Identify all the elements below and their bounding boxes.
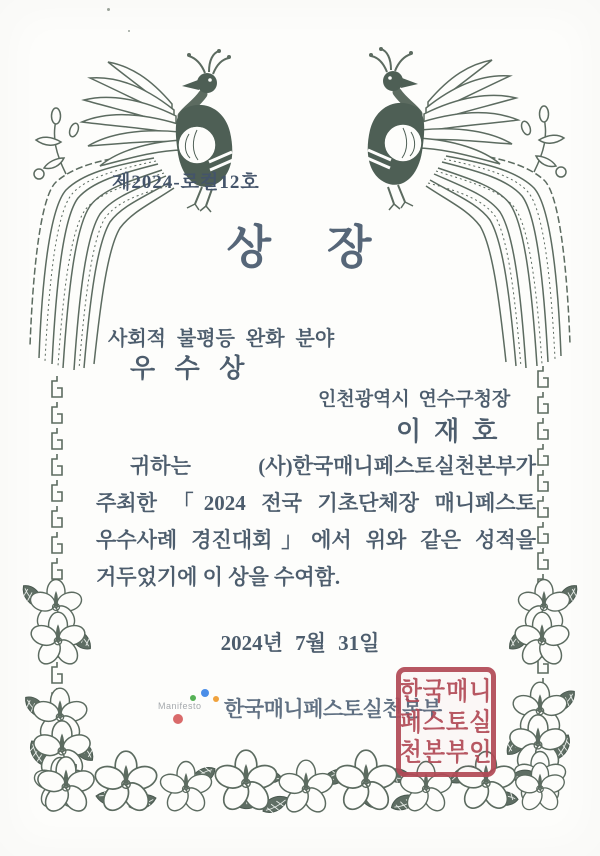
seal-row: 한국매니 — [399, 677, 493, 705]
logo-dot-orange-icon — [213, 696, 219, 702]
seal-row: 페스토실 — [399, 708, 493, 736]
certificate-number: 제2024-로컬12호 — [112, 172, 260, 193]
body-line: 거두었기에 이 상을 수여함. — [96, 565, 341, 589]
logo-dot-blue-icon — [201, 689, 209, 697]
manifesto-logo — [156, 686, 220, 728]
seal-row: 천본부인 — [399, 739, 493, 767]
body-line: 주최한 「2024 전국 기초단체장 매니페스토 — [96, 491, 536, 515]
award-date: 2024년 7월 31일 — [220, 631, 380, 655]
certificate-body — [96, 448, 536, 596]
recipient-name: 이 재 호 — [396, 417, 498, 446]
scan-speck — [128, 30, 130, 32]
logo-dot-red-icon — [173, 714, 183, 724]
issuer-organization-name: 한국매니페스토실천본부 — [224, 698, 442, 721]
recipient-title: 인천광역시 연수구청장 — [318, 389, 511, 410]
body-line: 우수사례 경진대회」에서 위와 같은 성적을 — [96, 528, 536, 552]
logo-text: Manifesto — [158, 701, 202, 711]
organization-seal-stamp — [396, 667, 496, 777]
award-grade: 우 수 상 — [130, 354, 245, 383]
body-line: 귀하는 (사)한국매니페스토실천본부가 — [130, 454, 536, 478]
scan-speck — [107, 8, 110, 11]
award-field: 사회적 불평등 완화 분야 — [108, 328, 335, 350]
certificate-title: 상 장 — [226, 222, 374, 273]
